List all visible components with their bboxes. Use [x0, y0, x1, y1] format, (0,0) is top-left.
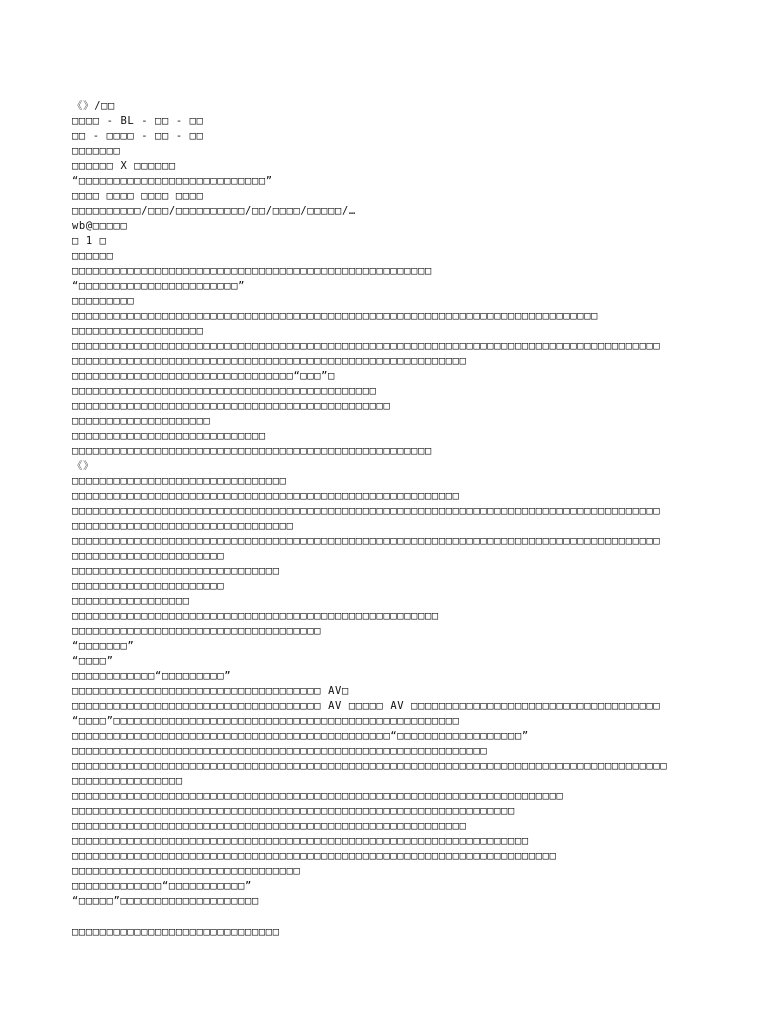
text-line: □□□□□□□□□□□□□□□□□□□□□□ — [72, 550, 225, 562]
text-line: □□□□□□□□□□□□□□□□□□□ — [72, 325, 204, 337]
text-line: □□□□ - BL - □□ - □□ — [72, 115, 204, 127]
text-line: □□□□□□□□□ — [72, 295, 135, 307]
text-line: □□□□□□□□□□□□□□□□□□□□□□□□□□□□□□□□□□□□□□□□□□□□□□□□□□□□□□□□□□□□□□□□□□□□□□□□□□□□□□□□□□□□□□ — [72, 760, 668, 772]
text-line: □□□□□□□□□□□□□□□□□□□□□□□□□□□□□□□□□□□□□□□□□□□□□□□□□□□□□□□□□□□□□□□□□□□□□□□□□□□□□□□□□□□□□ — [72, 505, 661, 517]
text-line: □□□□□□□□□□□□□□□□□□□□□□ — [72, 580, 225, 592]
text-line: □□□□ □□□□ □□□□ □□□□ — [72, 190, 204, 202]
text-line: □□□□□□□□□□□□□□□□□□□□□□□□□□□□□□□□□□□□□□□□□□□□□□□□□□□□□□□□□□□□□□□□□□□□□□□□□□□□□□□□□□□□□ — [72, 340, 661, 352]
text-line: □□□□□□□□□□□□□□□□□□□□□□□□□□□□□□□□ — [72, 520, 294, 532]
text-line: □□□□□□□□□□□□□□□□□□□□□□□□□□□□□□□□□□□□□□□□□□□□□□□□□□□□□□□□□□□□□□□□□□□□□□□ — [72, 790, 564, 802]
text-line: □□□□□□□□□□□□□□□□□□□□□□□□□□□□□□□□“□□□”□ — [72, 370, 336, 382]
text-line: □□□□□□□□□□□□□□□□□□□□□□□□□□□□□□□□□□□□□□□□□□□□ — [72, 385, 377, 397]
text-line: □□□□□□□□□□□□□□□□□ — [72, 595, 190, 607]
text-line: □□□□□□□□□□□□“□□□□□□□□□” — [72, 670, 232, 682]
text-line: □□□□□□ X □□□□□□ — [72, 160, 176, 172]
text-line: 《》 — [72, 460, 95, 472]
text-line: □□□□□□□□□□□□□□□□□□□□□□□□□□□□□□□□□□□□□□□□□□□□□□□□□□□□□□□□□□□□□□□□ — [72, 805, 515, 817]
text-line: “□□□□” — [72, 655, 114, 667]
text-line: “□□□□□□□□□□□□□□□□□□□□□□□□□□□” — [72, 175, 273, 187]
text-line: □□□□□□□□□□□□□□□□□□□□□□□□□□□□□□□□□□□□□□□□□□□□□□ — [72, 400, 391, 412]
text-line: “□□□□□□□□□□□□□□□□□□□□□□□” — [72, 280, 246, 292]
text-line: “□□□□□□□” — [72, 640, 135, 652]
text-line: □□□□□□□□□□□□□“□□□□□□□□□□□” — [72, 880, 252, 892]
text-line: □□□□□□□□□□□□□□□□□□□□□□□□□□□□□□□□□□□□□□□□□□□□□□□□□□□□□□□□ — [72, 490, 460, 502]
document-footer: □□□□□□□□□□□□□□□□□□□□□□□□□□□□□□ — [72, 926, 280, 938]
text-line: “□□□□”□□□□□□□□□□□□□□□□□□□□□□□□□□□□□□□□□□□□□□□□□□□□□□□□□□ — [72, 715, 460, 727]
text-line: 《》/□□ — [72, 100, 115, 112]
text-line: □□□□□□□□□□□□□□□□□□□□□□□□□□□□□□□□□□□□□□□□□□□□□□□□□□□□ — [72, 445, 432, 457]
text-line: □□□□□□□□□□/□□□/□□□□□□□□□□/□□/□□□□/□□□□□/… — [72, 205, 356, 217]
text-line: □□□□□□□□□□□□□□□□□□□□□□□□□□□□□□□□□□□□□□□□□□□□□□□□□□□□□□□□□ — [72, 355, 467, 367]
text-line: □□□□□□□□□□□□□□□□□□□□ — [72, 415, 211, 427]
text-line: □□□□□□□□□□□□□□□□□□□□□□□□□□□□□□□□□ — [72, 865, 301, 877]
text-line: □□□□□□□□□□□□□□□□□□□□□□□□□□□□□□□□□□□□□□□□□□□□□□□□□□□□□ — [72, 610, 439, 622]
text-line: □□□□□□□□□□□□□□□□□□□□□□□□□□□□□□□□□□□□□□□□□□□□□□□□□□□□□□□□□□□□ — [72, 745, 488, 757]
text-line: wb@□□□□□ — [72, 220, 128, 232]
document-body — [72, 99, 722, 909]
text-line: □□□□□□□□□□□□□□□□□□□□□□□□□□□□□□□□□□□□□□□□□□□□□□□□□□□□□□□□□□□□□□□□□□ — [72, 835, 529, 847]
text-line: □□□□□□□□□□□□□□□□□□□□□□□□□□□□□□□□□□□□□□□□□□□□□□□□□□□□□□□□□□□□□□□□□□□□□□□□□□□□□□□□□□□□□ — [72, 535, 661, 547]
text-line: □□□□□□□□□□□□□□□□□□□□□□□□□□□□□□□□□□□□□□□□□□□□□□□□□□□□□□□□□ — [72, 820, 467, 832]
text-line: □□□□□□□□□□□□□□□□□□□□□□□□□□□□□□□ — [72, 475, 287, 487]
text-line: □□□□□□□□□□□□□□□□□□□□□□□□□□□□□□□□□□□□□□□□□□□□□□“□□□□□□□□□□□□□□□□□□” — [72, 730, 529, 742]
text-line: □□□□□□ — [72, 250, 114, 262]
text-line: □□□□□□□□□□□□□□□□□□□□□□□□□□□□□□□□□□□□□□□□□□□□□□□□□□□□□□□□□□□□□□□□□□□□□□□□□□□□ — [72, 310, 599, 322]
text-line: □□ - □□□□ - □□ - □□ — [72, 130, 204, 142]
text-line: □□□□□□□ — [72, 145, 121, 157]
text-line: □□□□□□□□□□□□□□□□□□□□□□□□□□□□□□□□□□□□□□□□□□□□□□□□□□□□□□□□□□□□□□□□□□□□□□ — [72, 850, 557, 862]
text-line: □□□□□□□□□□□□□□□□□□□□□□□□□□□□ — [72, 430, 266, 442]
text-line: □ 1 □ — [72, 235, 107, 247]
text-line: □□□□□□□□□□□□□□□□□□□□□□□□□□□□□□□□□□□□□□□□□□□□□□□□□□□□ — [72, 265, 432, 277]
text-line: □□□□□□□□□□□□□□□□□□□□□□□□□□□□□□□□□□□□ AV □□□□□ AV □□□□□□□□□□□□□□□□□□□□□□□□□□□□□□□□□□□□ — [72, 700, 661, 712]
text-line: □□□□□□□□□□□□□□□□□□□□□□□□□□□□□□□□□□□□ — [72, 625, 322, 637]
text-line: □□□□□□□□□□□□□□□□□□□□□□□□□□□□□□ — [72, 565, 280, 577]
text-line: □□□□□□□□□□□□□□□□ — [72, 775, 183, 787]
text-line: “□□□□□”□□□□□□□□□□□□□□□□□□□□ — [72, 895, 259, 907]
text-line: □□□□□□□□□□□□□□□□□□□□□□□□□□□□□□□□□□□□ AV□ — [72, 685, 349, 697]
